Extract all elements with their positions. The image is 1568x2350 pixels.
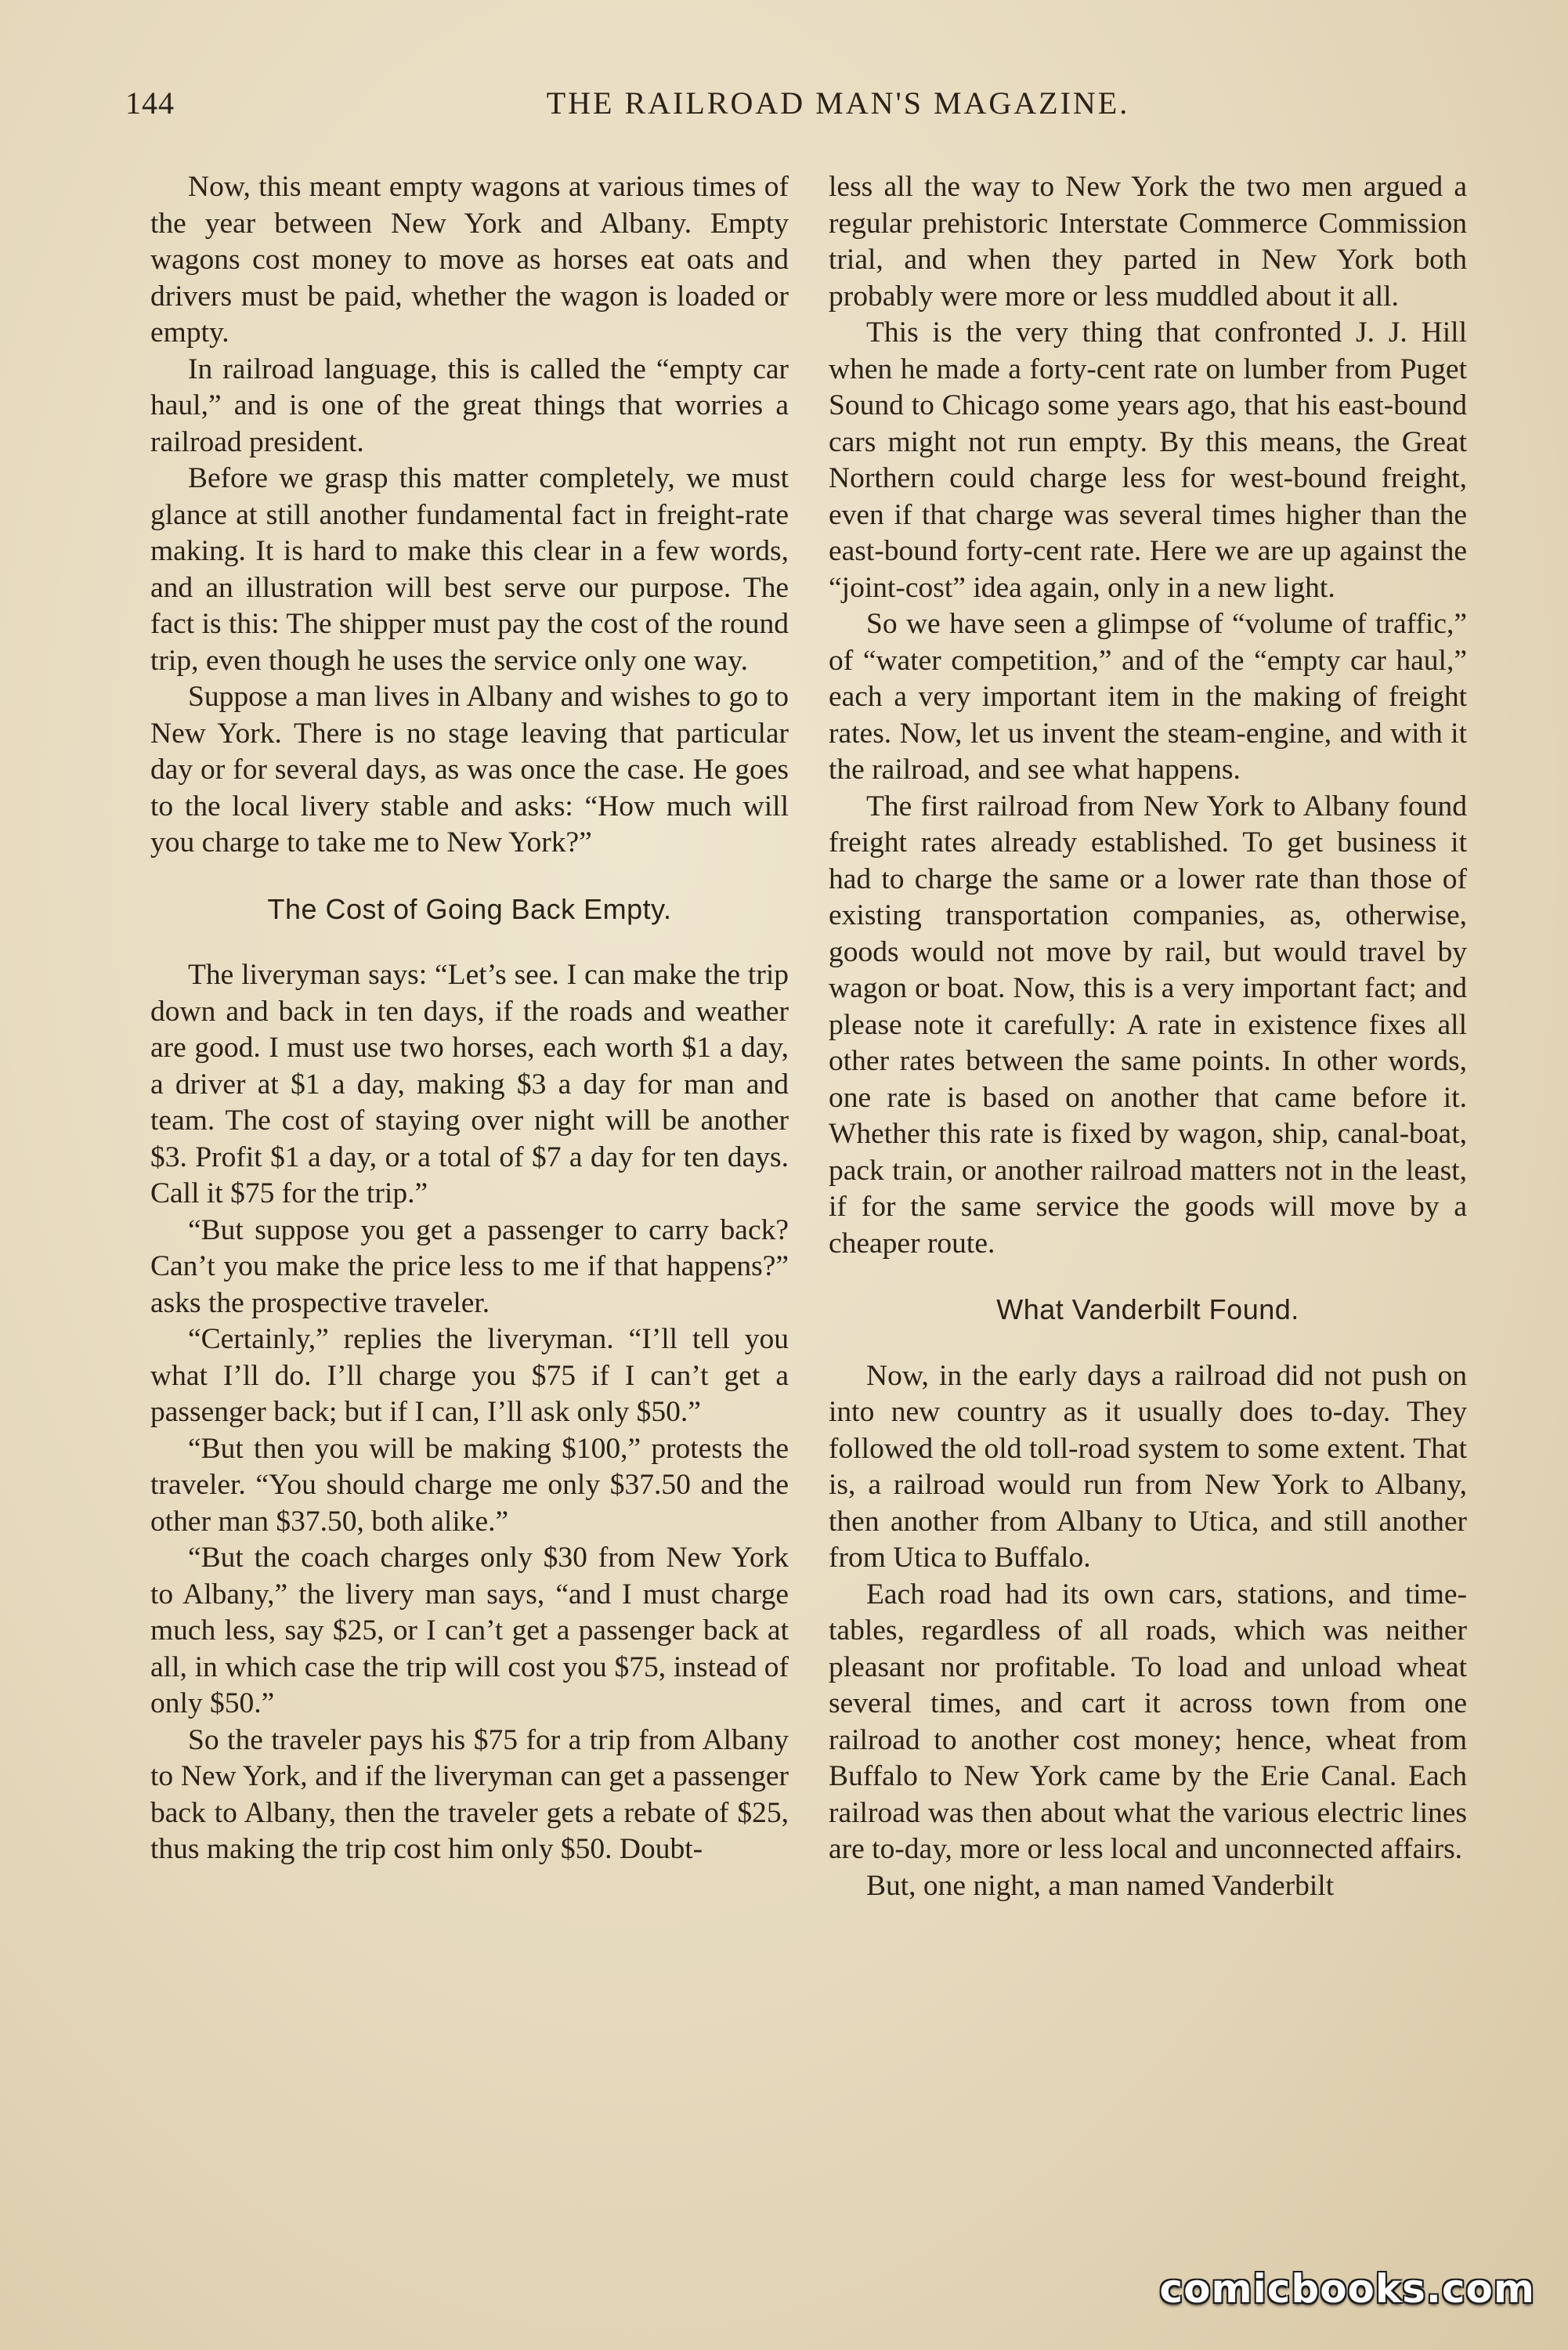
paragraph: Each road had its own cars, stations, and time-tables, regardless of all roads, which was neither pleasant nor profitable. To load and unload wheat several times, and cart it across town from one railroad to another cost money; hence, wheat from Buffalo to New York came by the Erie Canal. Each railroad was then about what the various electric lines are to-day, more or less local and unconnected affairs.	[829, 1578, 1467, 1865]
section-heading: The Cost of Going Back Empty.	[267, 892, 672, 925]
paragraph: The liveryman says: “Let’s see. I can make the trip down and back in ten days, if the roads and weather are good. I must use two horses, each worth $1 a day, a driver at $1 a day, making $3 a day for man and team. The cost of staying over night will be another $3. Profit $1 a day, or a total of $7 a day for ten days. Call it $75 for the trip.”	[150, 959, 789, 1209]
page-number: 144	[125, 85, 175, 121]
paragraph: Before we grasp this matter completely, we must glance at still another fundamental fact in freight-rate making. It is hard to make this clear in a few words, and an illustration will best serve our purpose. The fact is this: The shipper must pay the cost of the round trip, even though he uses the service only one way.	[150, 462, 789, 677]
paragraph: Now, this meant empty wagons at various times of the year between New York and Albany. Empty wagons cost money to move as horses eat oats and drivers must be paid, whether the wagon is loaded or empty.	[150, 171, 789, 349]
paragraph: Suppose a man lives in Albany and wishes to go to New York. There is no stage leaving that particular day or for several days, as was once the case. He goes to the local livery stable and asks: “How much will you charge to take me to New York?”	[150, 681, 789, 859]
left-column	[150, 169, 789, 1868]
page-header	[125, 85, 1457, 132]
paragraph: “Certainly,” replies the liveryman. “I’ll tell you what I’ll do. I’ll charge you $75 if I can’t get a passenger back; but if I can, I’ll ask only $50.”	[150, 1323, 789, 1428]
paragraph: The first railroad from New York to Albany found freight rates already established. To get business it had to charge the same or a lower rate than those of existing transportation companies, as, otherwise, goods would not move by rail, but would travel by wagon or boat. Now, this is a very important fact; and please note it carefully: A rate in existence fixes all other rates between the same points. In other words, one rate is based on another that came before it. Whether this rate is fixed by wagon, ship, canal-boat, pack train, or another railroad matters not in the least, if for the same service the goods will move by a cheaper route.	[829, 790, 1467, 1260]
paragraph: “But suppose you get a passenger to carry back? Can’t you make the price less to me if that happens?” asks the prospective traveler.	[150, 1213, 789, 1319]
paragraph: So we have seen a glimpse of “volume of traffic,” of “water competition,” and of the “empty car haul,” each a very important item in the making of freight rates. Now, let us invent the steam-engine, and with it the railroad, and see what happens.	[829, 608, 1467, 786]
section-heading: What Vanderbilt Found.	[996, 1293, 1299, 1325]
paragraph-continued: less all the way to New York the two men argued a regular prehistoric Interstate Commerce Commission trial, and when they parted in New York both probably were more or less muddled about it all.	[829, 171, 1467, 313]
paragraph: So the traveler pays his $75 for a trip from Albany to New York, and if the liveryman can get a passenger back to Albany, then the traveler gets a rebate of $25, thus making the trip cost him only $50. Doubt-	[150, 1723, 789, 1865]
right-column	[829, 169, 1467, 1904]
paragraph: But, one night, a man named Vanderbilt	[866, 1869, 1335, 1902]
paragraph: In railroad language, this is called the “empty car haul,” and is one of the great things that worries a railroad president.	[150, 352, 789, 458]
paragraph: “But the coach charges only $30 from New York to Albany,” the livery man says, “and I must charge much less, say $25, or I can’t get a passenger back at all, in which case the trip will cost you $75, instead of only $50.”	[150, 1542, 789, 1719]
paragraph: Now, in the early days a railroad did not push on into new country as it usually does to-day. They followed the old toll-road system to some extent. That is, a railroad would run from New York to Albany, then another from Albany to Utica, and still another from Utica to Buffalo.	[829, 1359, 1467, 1574]
running-head: THE RAILROAD MAN'S MAGAZINE.	[546, 85, 1130, 121]
paragraph: “But then you will be making $100,” protests the traveler. “You should charge me only $37.50 and the other man $37.50, both alike.”	[150, 1432, 789, 1538]
paragraph: This is the very thing that confronted J. J. Hill when he made a forty-cent rate on lumber from Puget Sound to Chicago some years ago, that his east-bound cars might not run empty. By this means, the Great Northern could charge less for west-bound freight, even if that charge was several times higher than the east-bound forty-cent rate. Here we are up against the “joint-cost” idea again, only in a new light.	[829, 316, 1467, 604]
watermark-logo: comicbooks.com	[1159, 2266, 1535, 2312]
